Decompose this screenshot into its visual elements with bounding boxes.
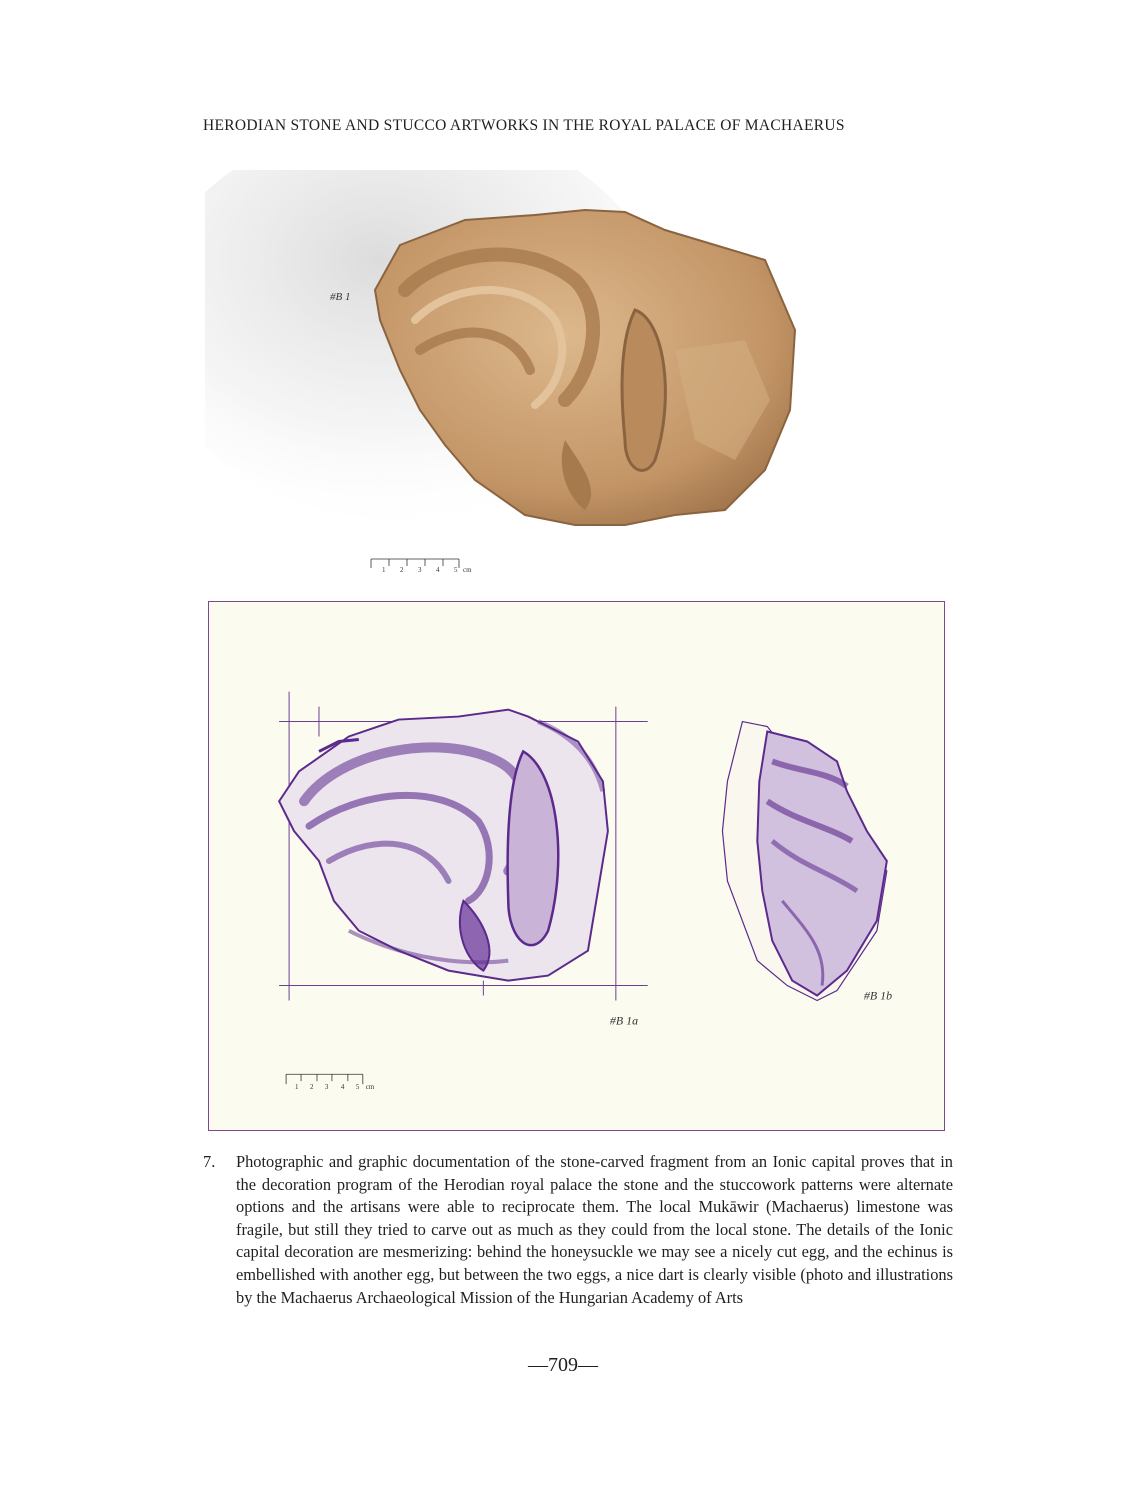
fragment-drawing-a	[279, 710, 608, 981]
photo-scale-labels	[382, 566, 472, 574]
drawing-scale-tick: 1	[295, 1083, 299, 1092]
photo-scale-tick: 4	[436, 566, 440, 574]
photo-scale-tick: 1	[382, 566, 386, 574]
drawing-label-a: #B 1a	[609, 1013, 639, 1028]
drawing-label-b: #B 1b	[863, 988, 893, 1003]
drawing-scale-tick: 5	[355, 1083, 360, 1092]
figure-caption	[203, 1151, 953, 1309]
photo-scale-tick: 3	[418, 566, 422, 574]
caption-number: 7.	[203, 1152, 216, 1171]
drawing-panel	[208, 601, 945, 1131]
drawing-scale-tick: 4	[340, 1083, 345, 1092]
drawing-scale-unit: cm	[365, 1083, 375, 1092]
page-number: —709—	[528, 1354, 598, 1376]
running-title: HERODIAN STONE AND STUCCO ARTWORKS IN THE ROYAL PALACE OF MACHAERUS	[203, 117, 845, 134]
caption-text: Photographic and graphic documentation of the stone-carved fragment from an Ionic capital proves that in the decoration program of the Herodian royal palace the stone and the stuccowork patterns were alternate options and the artisans were able to reciprocate them. The local Mukāwir (Machaerus) limestone was fragile, but still they tried to carve out as much as they could from the local stone. The details of the Ionic capital decoration are mesmerizing: behind the honeysuckle we may see a nicely cut egg, and the echinus is embellished with another egg, but between the two eggs, a nice dart is clearly visible (photo and illustrations by the Machaerus Archaeological Mission of the Hungarian Academy of Arts	[236, 1152, 953, 1307]
drawing-scale-labels	[295, 1083, 375, 1091]
fragment-drawing-b	[722, 722, 886, 1001]
photo-scale-unit: cm	[463, 566, 472, 574]
drawing-scale-tick: 2	[310, 1083, 314, 1092]
stone-fragment-photo	[205, 170, 825, 580]
photo-label: #B 1	[330, 291, 351, 303]
drawing-scale-tick: 3	[324, 1083, 329, 1092]
photo-scale-tick: 2	[400, 566, 404, 574]
photo-scale-tick: 5	[454, 566, 458, 574]
